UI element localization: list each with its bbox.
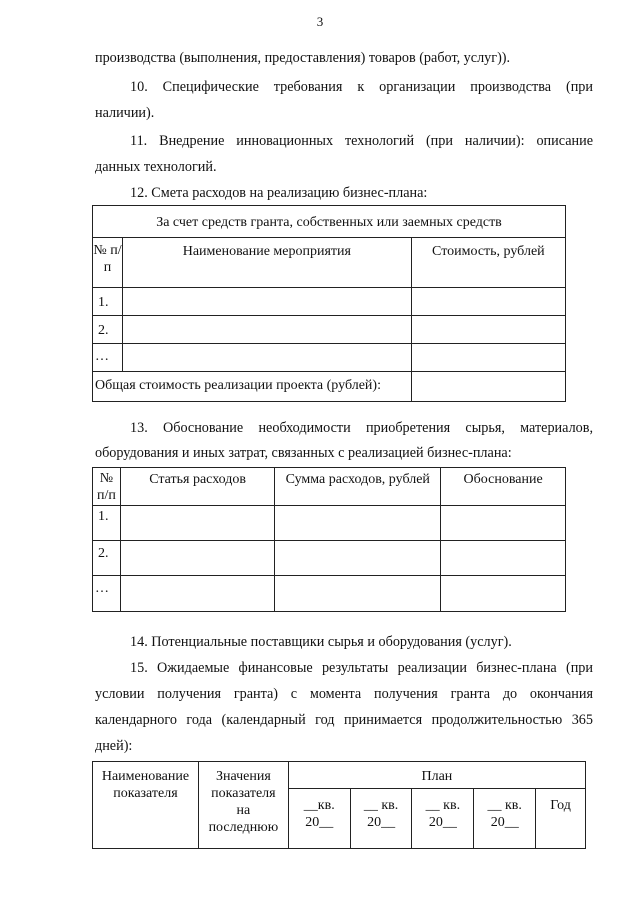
text-line: оборудования и иных затрат, связанных с реализацией бизнес-плана: bbox=[95, 445, 512, 461]
table-cell bbox=[441, 506, 566, 541]
col-header-justification: Обоснование bbox=[441, 468, 566, 506]
col-header-indicator-name: Наименование показателя bbox=[93, 762, 199, 849]
table-cell bbox=[120, 576, 274, 612]
table-cell bbox=[122, 288, 411, 316]
total-cost-label: Общая стоимость реализации проекта (рублей): bbox=[93, 372, 412, 402]
text-line: условии получения гранта) с момента получения гранта до окончания bbox=[95, 686, 593, 702]
table-cell bbox=[275, 541, 441, 576]
table-cell bbox=[411, 372, 565, 402]
item-11-heading: 11. Внедрение инновационных технологий (при наличии): описание bbox=[130, 133, 593, 149]
table-cell bbox=[275, 506, 441, 541]
cost-justification-table bbox=[92, 467, 566, 612]
item-14-heading: 14. Потенциальные поставщики сырья и оборудования (услуг). bbox=[130, 634, 512, 650]
quarter-header: __ кв. 20__ bbox=[474, 789, 536, 849]
col-header-number: № п/п bbox=[93, 468, 121, 506]
item-15-heading: 15. Ожидаемые финансовые результаты реализации бизнес-плана (при bbox=[130, 660, 593, 676]
row-number: 2. bbox=[93, 541, 121, 576]
item-10-heading: 10. Специфические требования к организации производства (при bbox=[130, 79, 593, 95]
quarter-header: __кв. 20__ bbox=[288, 789, 350, 849]
text-line: дней): bbox=[95, 738, 133, 754]
item-12-heading: 12. Смета расходов на реализацию бизнес-плана: bbox=[130, 185, 428, 201]
budget-table-header: За счет средств гранта, собственных или заемных средств bbox=[93, 206, 566, 238]
col-header-year: Год bbox=[536, 789, 586, 849]
table-cell bbox=[275, 576, 441, 612]
table-cell bbox=[120, 541, 274, 576]
row-number: … bbox=[93, 576, 121, 612]
table-cell bbox=[122, 316, 411, 344]
row-number: 1. bbox=[93, 506, 121, 541]
table-cell bbox=[122, 344, 411, 372]
financial-results-table bbox=[92, 761, 586, 849]
col-header-name: Наименование мероприятия bbox=[122, 238, 411, 288]
quarter-header: __ кв. 20__ bbox=[350, 789, 412, 849]
table-cell bbox=[441, 576, 566, 612]
col-header-cost: Стоимость, рублей bbox=[411, 238, 565, 288]
col-header-expense-sum: Сумма расходов, рублей bbox=[275, 468, 441, 506]
row-number: … bbox=[93, 344, 123, 372]
col-header-indicator-value: Значения показателя на последнюю bbox=[198, 762, 288, 849]
quarter-header: __ кв. 20__ bbox=[412, 789, 474, 849]
text-line: данных технологий. bbox=[95, 159, 217, 175]
budget-table bbox=[92, 205, 566, 402]
row-number: 1. bbox=[93, 288, 123, 316]
col-header-expense-item: Статья расходов bbox=[120, 468, 274, 506]
table-cell bbox=[441, 541, 566, 576]
table-cell bbox=[120, 506, 274, 541]
col-header-plan: План bbox=[288, 762, 585, 789]
table-cell bbox=[411, 344, 565, 372]
text-line: наличии). bbox=[95, 105, 155, 121]
table-cell bbox=[411, 288, 565, 316]
row-number: 2. bbox=[93, 316, 123, 344]
item-13-heading: 13. Обоснование необходимости приобретения сырья, материалов, bbox=[130, 420, 593, 436]
text-line: календарного года (календарный год принимается продолжительностью 365 bbox=[95, 712, 593, 728]
table-cell bbox=[411, 316, 565, 344]
col-header-number: № п/п bbox=[93, 238, 123, 288]
text-line: производства (выполнения, предоставления) товаров (работ, услуг)). bbox=[95, 50, 511, 66]
page-number: 3 bbox=[316, 14, 324, 29]
